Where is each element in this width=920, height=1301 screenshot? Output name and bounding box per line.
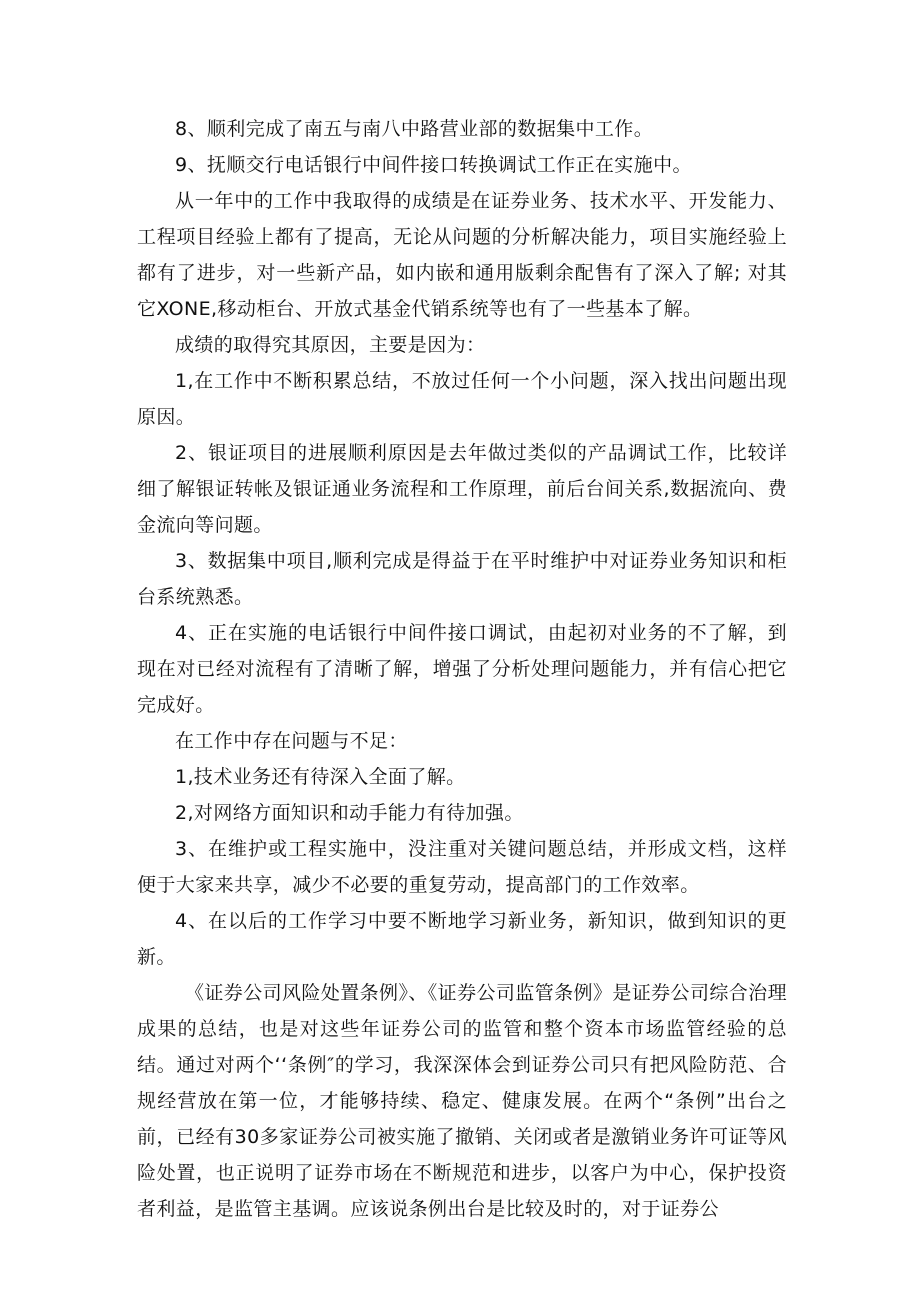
paragraph-achievements: 从一年中的工作中我取得的成绩是在证券业务、技术水平、开发能力、工程项目经验上都有了提高，无论从问题的分析解决能力，项目实施经验上都有了进步，对一些新产品，如内嵌和通用版剩余配售有了深入了解; 对其它XONE,移动柜台、开放式基金代销系统等也有了一些基本了解。 <box>137 190 787 320</box>
paragraph-regulations: 《证券公司风险处置条例》、《证券公司监管条例》是证券公司综合治理成果的总结，也是对这些年证券公司的监管和整个资本市场监管经验的总结。通过对两个‘‘条例″的学习，我深深体会到证券公司只有把风险防范、合规经营放在第一位，才能够持续、稳定、健康发展。在两个“条例”出台之前，已经有30多家证券公司被实施了撤销、关闭或者是激销业务许可证等风险处置，也正说明了证券市场在不断规范和进步，以客户为中心，保护投资者利益，是监管主基调。应该说条例出台是比较及时的，对于证券公 <box>137 982 787 1220</box>
paragraph-item-9: 9、抚顺交行电话银行中间件接口转换调试工作正在实施中。 <box>175 154 692 176</box>
document-body <box>137 111 787 1227</box>
paragraph-reason-3: 3、数据集中项目,顺利完成是得益于在平时维护中对证券业务知识和柜台系统熟悉。 <box>137 550 787 608</box>
paragraph-problem-4: 4、在以后的工作学习中要不断地学习新业务，新知识，做到知识的更新。 <box>137 910 787 968</box>
paragraph-reason-2: 2、银证项目的进展顺利原因是去年做过类似的产品调试工作，比较详细了解银证转帐及银证通业务流程和工作原理，前后台间关系,数据流向、费金流向等问题。 <box>137 442 787 536</box>
paragraph-problems-heading: 在工作中存在问题与不足： <box>175 730 408 752</box>
paragraph-reason-4: 4、正在实施的电话银行中间件接口调试，由起初对业务的不了解，到现在对已经对流程有了清晰了解，增强了分析处理问题能力，并有信心把它完成好。 <box>137 622 787 716</box>
paragraph-item-8: 8、顺利完成了南五与南八中路营业部的数据集中工作。 <box>175 118 654 140</box>
paragraph-reason-1: 1,在工作中不断积累总结，不放过任何一个小问题，深入找出问题出现原因。 <box>137 370 787 428</box>
paragraph-reasons-heading: 成绩的取得究其原因，主要是因为： <box>175 334 486 356</box>
paragraph-problem-3: 3、在维护或工程实施中，没注重对关键问题总结，并形成文档，这样便于大家来共享，减少不必要的重复劳动，提高部门的工作效率。 <box>137 838 787 896</box>
paragraph-problem-2: 2,对网络方面知识和动手能力有待加强。 <box>175 802 524 824</box>
paragraph-problem-1: 1,技术业务还有待深入全面了解。 <box>175 766 466 788</box>
